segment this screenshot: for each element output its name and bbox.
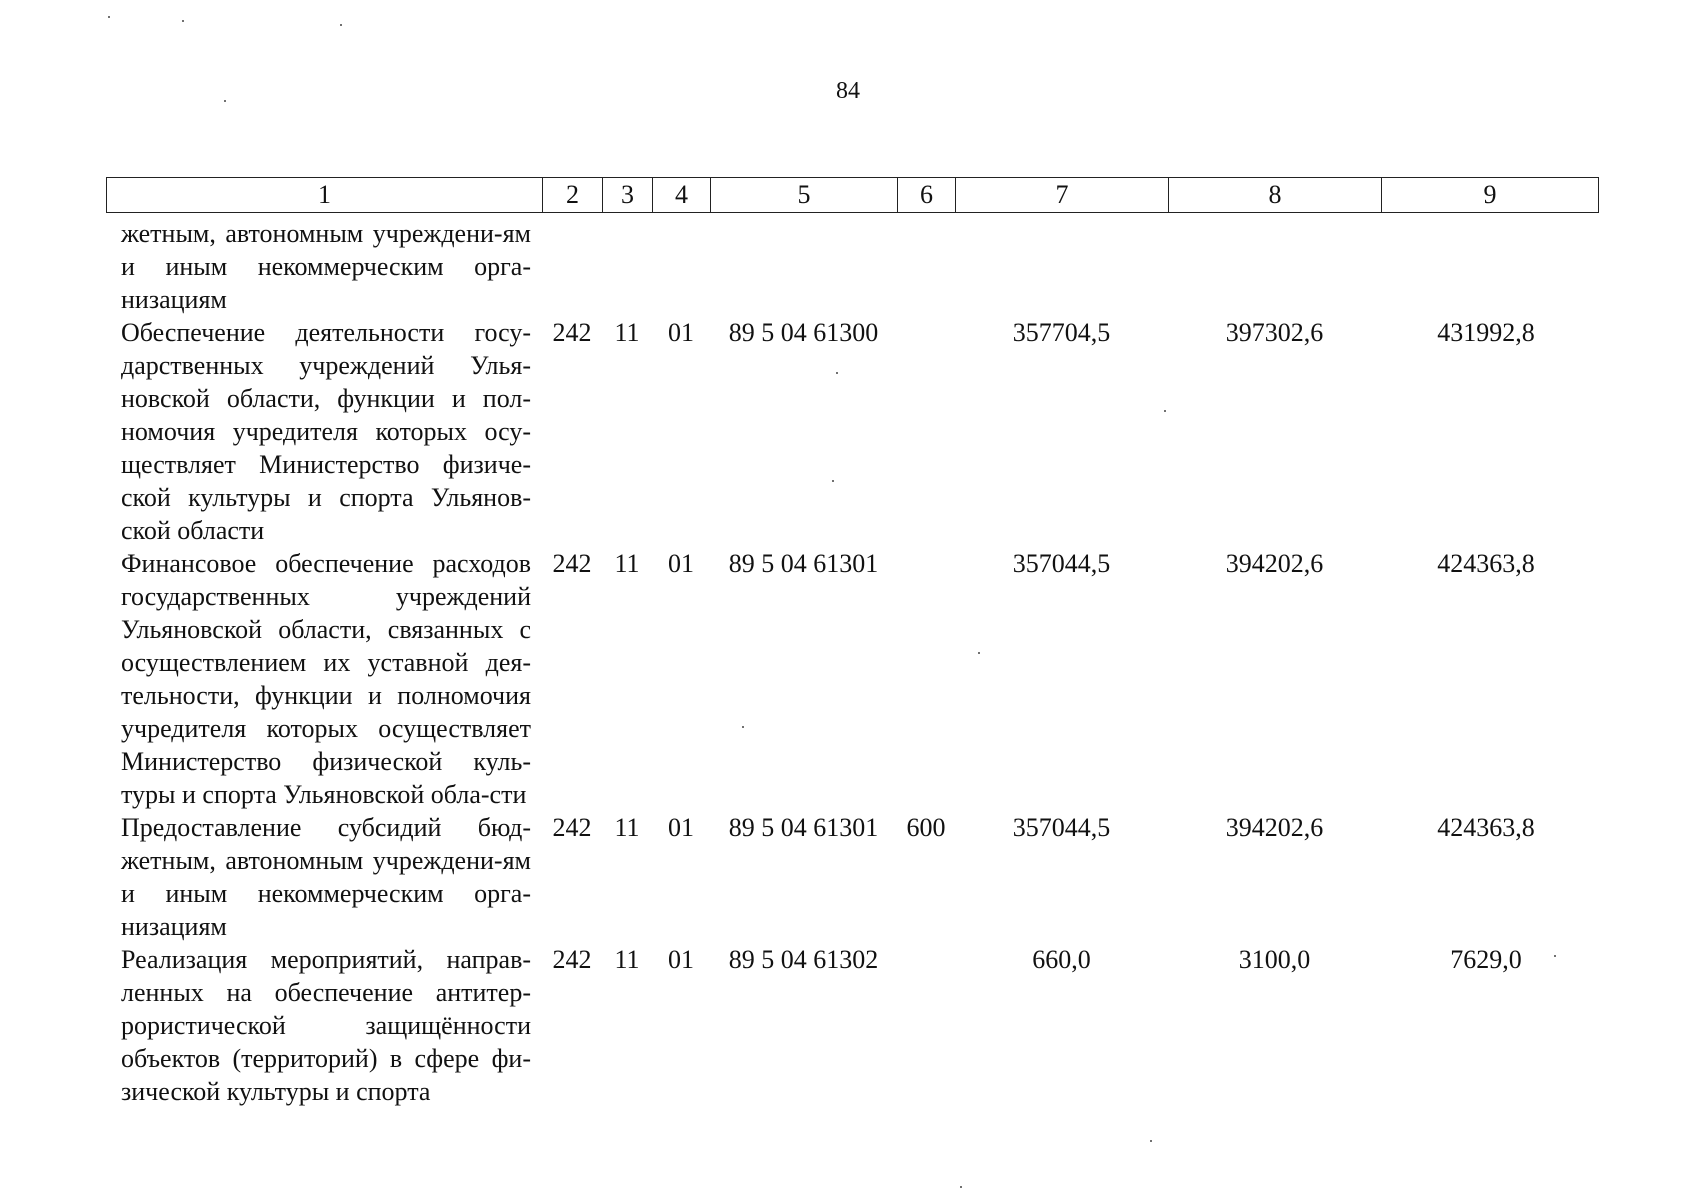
scan-speck [224,100,226,102]
row-description: Обеспечение деятельности госу-дарственных учреждений Улья-новской области, функции и пол-номочия учредителя которых осу-ществляет Министерство физиче-ской культуры и спорта Ульянов-ской области [121,318,531,545]
cell-col-3: 11 [614,318,640,347]
scan-speck [742,726,744,728]
scan-speck [1554,955,1556,957]
row-description: Финансовое обеспечение расходов государственных учреждений Ульяновской области, связанных с осуществлением их уставной дея-тельности, функции и полномочия учредителя которых осуществляет Министерство физической куль-туры и спорта Ульяновской обла-сти [121,549,531,809]
cell-col-9: 431992,8 [1437,318,1535,347]
cell-col-8: 394202,6 [1225,813,1324,842]
table-header [106,177,1599,213]
row-description: Предоставление субсидий бюд-жетным, автономным учреждени-ям и иным некоммерческим орга-низациям [121,813,531,941]
cell-col-8: 397302,6 [1225,318,1324,347]
cell-col-5: 89 5 04 61300 [728,318,879,347]
cell-col-9: 7629,0 [1450,945,1522,974]
cell-col-6: 600 [906,813,946,842]
scan-speck [978,652,980,654]
cell-col-7: 357044,5 [1012,813,1111,842]
cell-col-9: 424363,8 [1437,549,1535,578]
scan-speck [182,20,184,22]
table-row [106,316,1598,547]
cell-col-4: 01 [668,549,694,578]
header-col-6: 6 [898,178,956,213]
cell-col-2: 242 [552,549,592,578]
cell-col-7: 357704,5 [1012,318,1111,347]
cell-col-3: 11 [614,945,640,974]
table-row [106,547,1598,811]
cell-col-9: 424363,8 [1437,813,1535,842]
cell-col-4: 01 [668,318,694,347]
table-row [106,943,1598,1108]
header-col-8: 8 [1169,178,1382,213]
scan-speck [1150,1140,1152,1142]
row-description: жетным, автономным учреждени-ям и иным некоммерческим орга-низациям [121,219,531,314]
cell-col-4: 01 [668,813,694,842]
cell-col-3: 11 [614,813,640,842]
header-col-5: 5 [711,178,898,213]
table-row [106,811,1598,943]
cell-col-7: 660,0 [1032,945,1091,974]
scan-speck [960,1186,962,1188]
cell-col-3: 11 [614,549,640,578]
header-col-9: 9 [1382,178,1599,213]
scan-speck [1164,410,1166,412]
header-col-3: 3 [603,178,653,213]
scan-speck [340,24,342,26]
cell-col-8: 394202,6 [1225,549,1324,578]
scan-speck [108,16,110,18]
cell-col-2: 242 [552,813,592,842]
scan-speck [832,480,834,482]
cell-col-5: 89 5 04 61301 [728,549,879,578]
cell-col-2: 242 [552,318,592,347]
cell-col-5: 89 5 04 61301 [728,813,879,842]
table-body [106,217,1598,1108]
cell-col-7: 357044,5 [1012,549,1111,578]
cell-col-4: 01 [668,945,694,974]
cell-col-8: 3100,0 [1238,945,1311,974]
row-description: Реализация мероприятий, направ-ленных на обеспечение антитер-рористической защищённости объектов (территорий) в сфере фи-зической культуры и спорта [121,945,531,1106]
page-number: 84 [836,78,860,104]
cell-col-5: 89 5 04 61302 [728,945,879,974]
header-col-7: 7 [956,178,1169,213]
header-col-2: 2 [543,178,603,213]
header-col-1: 1 [107,178,543,213]
cell-col-2: 242 [552,945,592,974]
scan-speck [836,372,838,374]
header-col-4: 4 [653,178,711,213]
table-row [106,217,1598,316]
